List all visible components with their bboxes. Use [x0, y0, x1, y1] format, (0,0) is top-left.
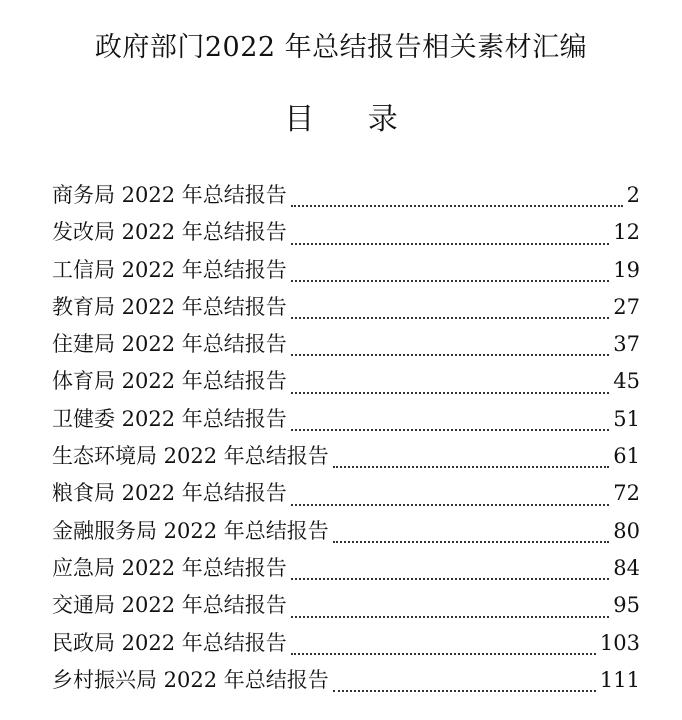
- toc-page-number: 95: [613, 593, 640, 618]
- toc-page-number: 51: [613, 406, 640, 431]
- toc-entry[interactable]: [52, 401, 640, 438]
- toc-dot-leader: [333, 466, 609, 468]
- toc-entry-title: 交通局 2022 年总结报告: [52, 593, 287, 618]
- toc-entry-title: 体育局 2022 年总结报告: [52, 369, 287, 394]
- toc-page-number: 111: [599, 667, 640, 692]
- toc-entry-title: 卫健委 2022 年总结报告: [52, 406, 287, 431]
- document-title: 政府部门2022 年总结报告相关素材汇编: [94, 32, 588, 63]
- toc-entry[interactable]: [52, 363, 640, 400]
- toc-dot-leader: [291, 280, 609, 282]
- toc-entry[interactable]: [52, 550, 640, 587]
- toc-page-number: 80: [613, 518, 640, 543]
- toc-entry-title: 商务局 2022 年总结报告: [52, 183, 287, 207]
- toc-entry[interactable]: [52, 252, 640, 289]
- toc-dot-leader: [291, 243, 609, 245]
- toc-entry-title: 发改局 2022 年总结报告: [52, 220, 287, 245]
- toc-dot-leader: [291, 392, 609, 394]
- toc-entry[interactable]: [52, 625, 640, 662]
- toc-page-number: 61: [613, 444, 640, 469]
- toc-entry-title: 教育局 2022 年总结报告: [52, 294, 287, 319]
- toc-dot-leader: [333, 690, 596, 692]
- toc-page-number: 2: [626, 183, 640, 207]
- toc-entry-title: 应急局 2022 年总结报告: [52, 555, 287, 580]
- toc-entry-title: 粮食局 2022 年总结报告: [52, 481, 287, 506]
- toc-dot-leader: [291, 616, 609, 618]
- toc-heading: 目 录: [284, 102, 420, 137]
- toc-dot-leader: [291, 317, 609, 319]
- toc-entry[interactable]: [52, 587, 640, 624]
- table-of-contents: [52, 177, 640, 699]
- toc-dot-leader: [291, 354, 609, 356]
- toc-entry[interactable]: [52, 177, 640, 214]
- toc-entry[interactable]: [52, 513, 640, 550]
- toc-page-number: 45: [613, 369, 640, 394]
- toc-page-number: 12: [613, 220, 640, 245]
- toc-entry-title: 生态环境局 2022 年总结报告: [52, 444, 329, 469]
- toc-page-number: 84: [613, 555, 640, 580]
- toc-page-number: 37: [613, 332, 640, 357]
- toc-entry[interactable]: [52, 289, 640, 326]
- toc-dot-leader: [291, 429, 609, 431]
- toc-dot-leader: [291, 205, 623, 207]
- toc-page-number: 27: [613, 294, 640, 319]
- toc-dot-leader: [291, 578, 609, 580]
- toc-page-number: 72: [613, 481, 640, 506]
- toc-entry[interactable]: [52, 326, 640, 363]
- toc-entry[interactable]: [52, 662, 640, 699]
- toc-dot-leader: [291, 653, 596, 655]
- toc-entry[interactable]: [52, 475, 640, 512]
- toc-page-number: 103: [599, 630, 640, 655]
- toc-entry-title: 乡村振兴局 2022 年总结报告: [52, 667, 329, 692]
- toc-dot-leader: [333, 541, 609, 543]
- toc-entry[interactable]: [52, 438, 640, 475]
- toc-page-number: 19: [613, 257, 640, 282]
- toc-entry[interactable]: [52, 214, 640, 251]
- toc-entry-title: 住建局 2022 年总结报告: [52, 332, 287, 357]
- toc-entry-title: 金融服务局 2022 年总结报告: [52, 518, 329, 543]
- toc-entry-title: 民政局 2022 年总结报告: [52, 630, 287, 655]
- toc-dot-leader: [291, 504, 609, 506]
- toc-entry-title: 工信局 2022 年总结报告: [52, 257, 287, 282]
